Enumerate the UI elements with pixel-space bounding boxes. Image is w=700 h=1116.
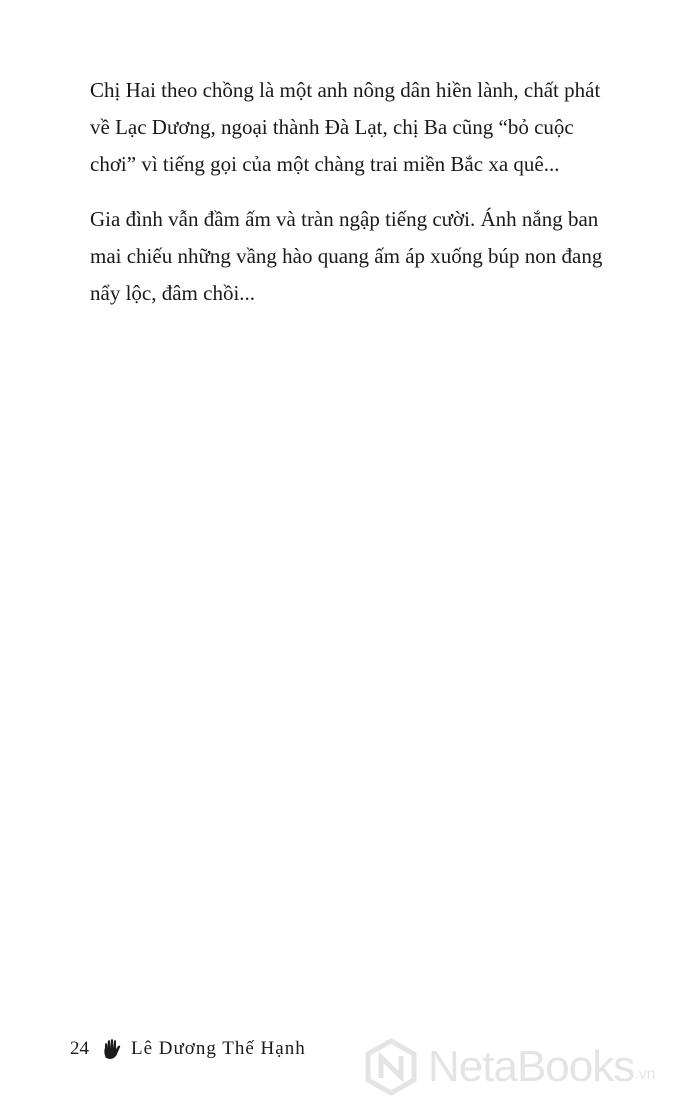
hand-icon (101, 1038, 123, 1060)
body-text (90, 72, 620, 330)
paragraph-1: Chị Hai theo chồng là một anh nông dân hiền lành, chất phát về Lạc Dương, ngoại thành Đà Lạt, chị Ba cũng “bỏ cuộc chơi” vì tiếng gọi của một chàng trai miền Bắc xa quê... (90, 78, 601, 176)
paragraph-2: Gia đình vẫn đầm ấm và tràn ngập tiếng cười. Ánh nắng ban mai chiếu những vầng hào quang ấm áp xuống búp non đang nẩy lộc, đâm chồi... (90, 207, 603, 305)
author-name: Lê Dương Thế Hạnh (131, 1038, 306, 1059)
page-number: 24 (70, 1038, 89, 1059)
watermark-suffix: .vn (634, 1066, 656, 1083)
watermark-text: NetaBooks (428, 1042, 635, 1091)
page-footer (70, 1034, 306, 1064)
netabooks-logo-icon (362, 1038, 420, 1096)
watermark (362, 1036, 656, 1098)
